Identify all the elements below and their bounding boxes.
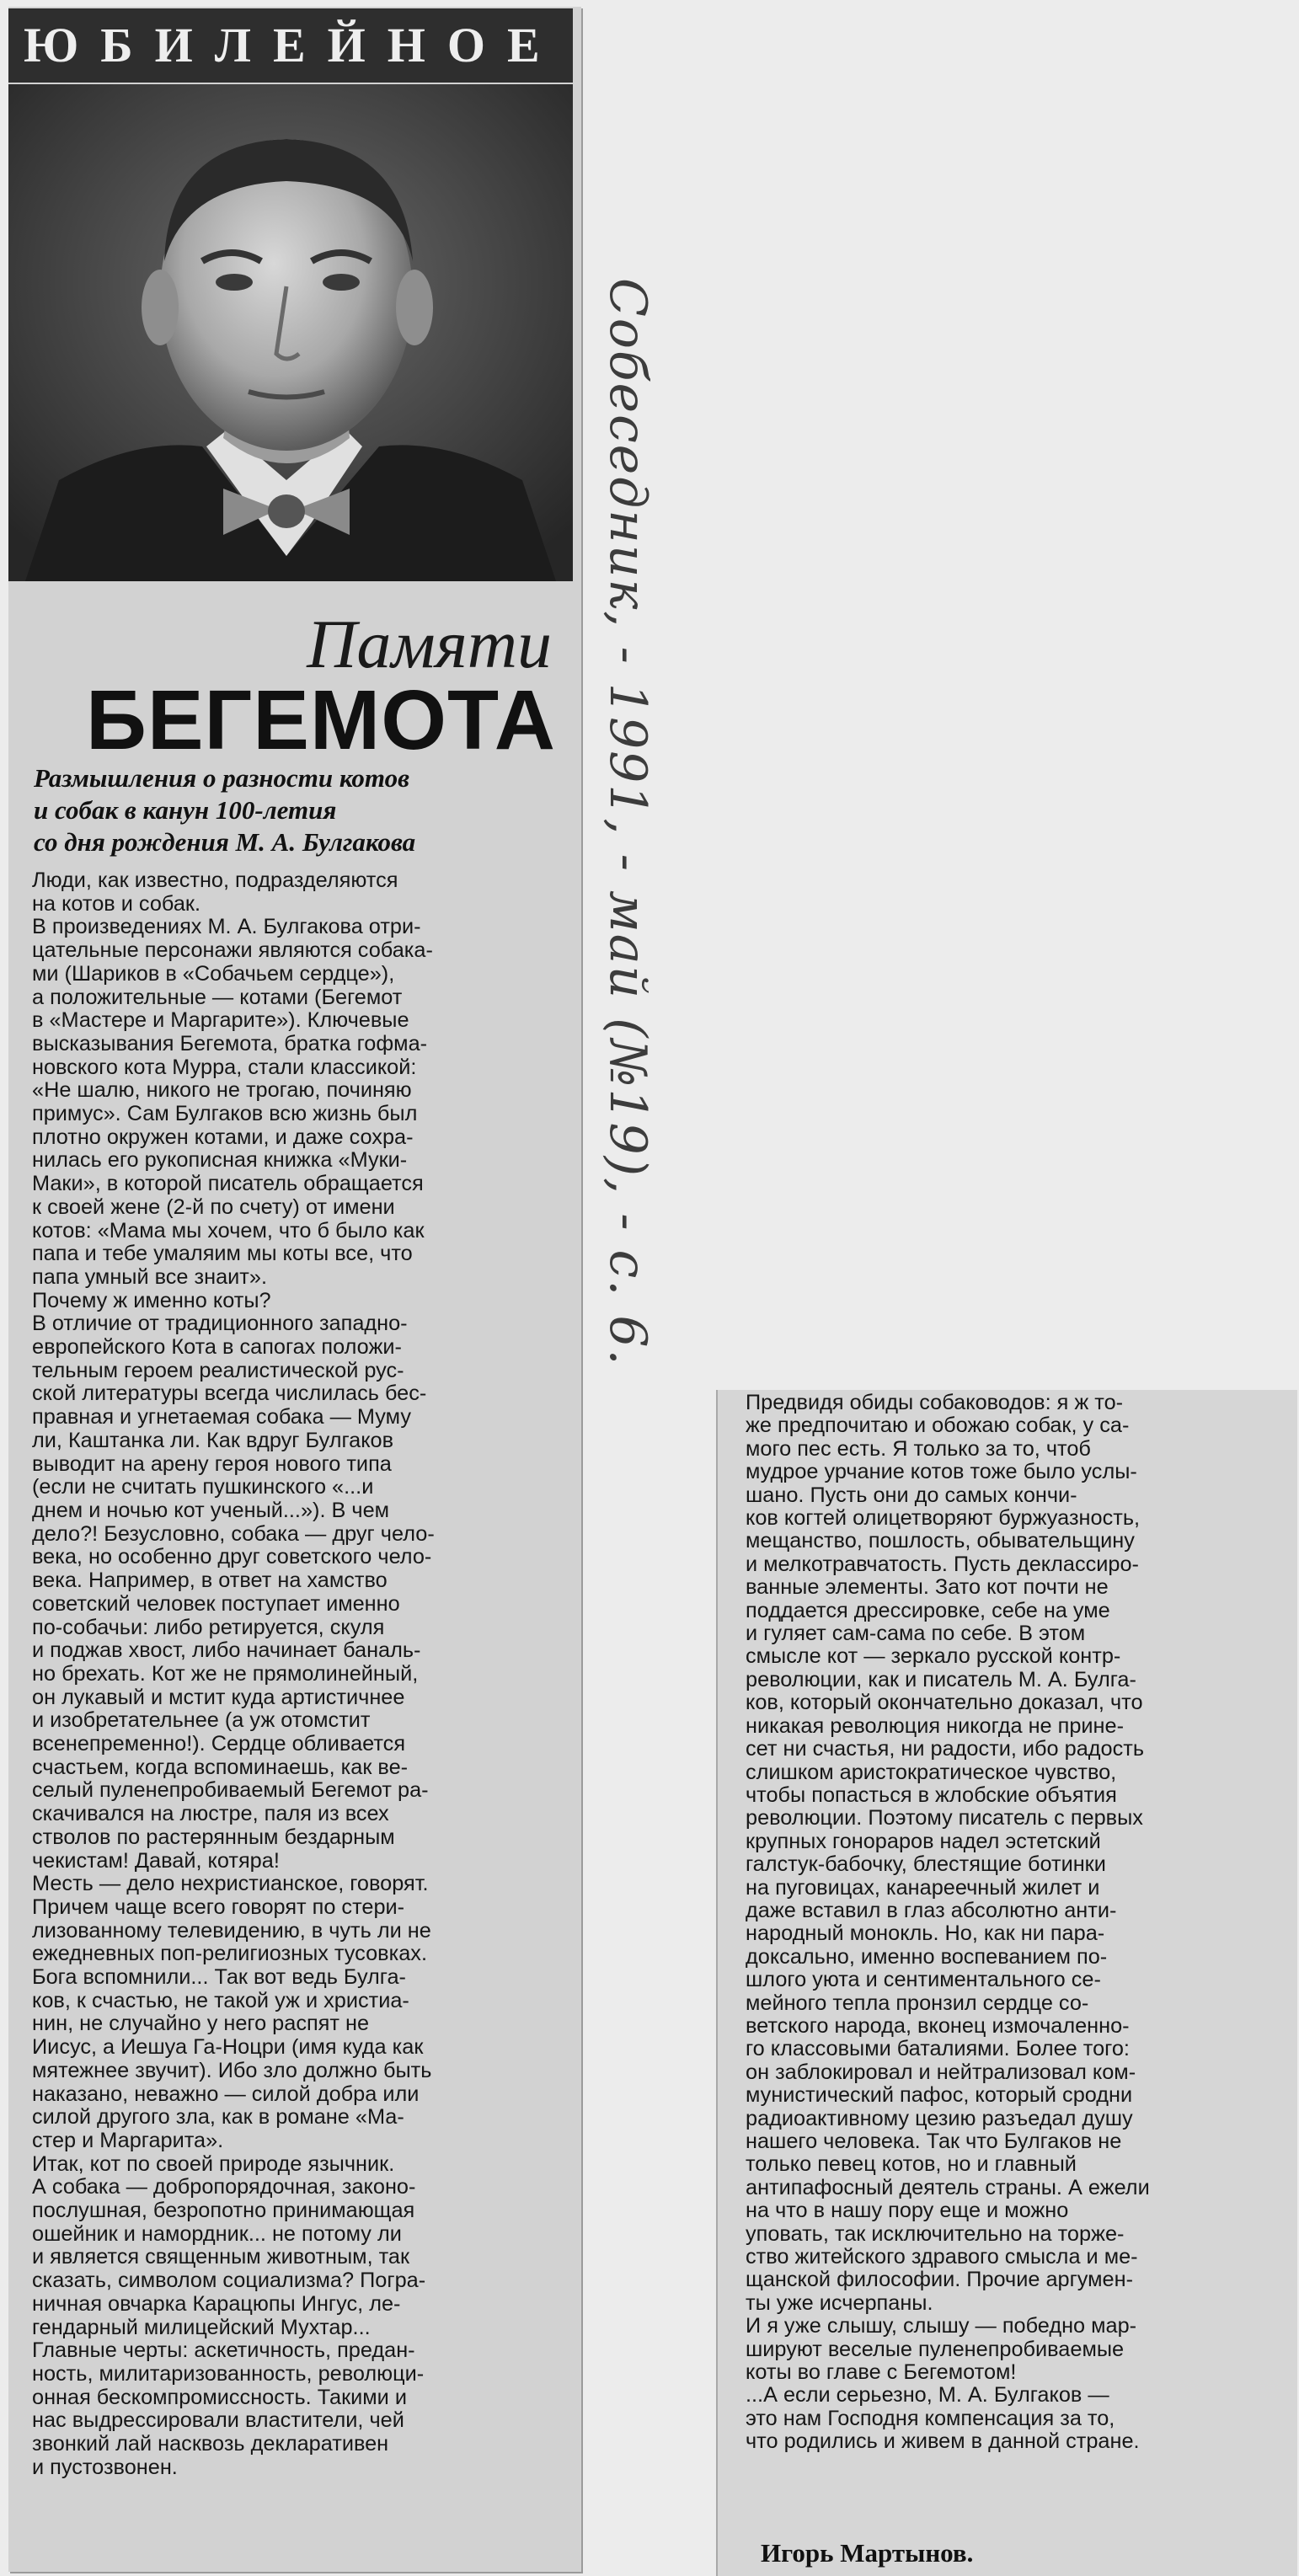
text-line: мейного тепла пронзил сердце со- <box>746 1991 1089 2015</box>
text-line: ...А если серьезно, М. А. Булгаков — <box>746 2384 1109 2408</box>
text-line: ков, который окончательно доказал, что <box>746 1692 1143 1715</box>
text-line: нилась его рукописная книжка «Муки- <box>32 1149 408 1173</box>
text-line: сказать, символом социализма? Погра- <box>32 2269 426 2293</box>
text-line: ской литературы всегда числилась бес- <box>32 1382 427 1406</box>
text-line: коты во главе с Бегемотом! <box>746 2361 1017 2385</box>
text-line: щанской философии. Прочие аргумен- <box>746 2269 1134 2292</box>
text-line: примус». Сам Булгаков всю жизнь был <box>32 1103 418 1126</box>
text-line: народный монокль. Но, как ни пара- <box>746 1922 1105 1946</box>
text-line: мятежнее звучит). Ибо зло должно быть <box>32 2059 432 2082</box>
text-line: Итак, кот по своей природе язычник. <box>32 2152 395 2176</box>
text-line: Месть — дело нехристианское, говорят. <box>32 1873 429 1896</box>
text-line: плотно окружен котами, и даже сохра- <box>32 1125 414 1149</box>
text-line: Маки», в которой писатель обращается <box>32 1173 424 1196</box>
text-line: чекистам! Давай, котяра! <box>32 1849 280 1873</box>
text-line: ежедневных поп-религиозных тусовках. <box>32 1943 427 1966</box>
text-line: наказано, неважно — силой добра или <box>32 2082 420 2106</box>
text-line: и мелкотравчатость. Пусть деклассиро- <box>746 1553 1139 1576</box>
text-line: послушная, безропотно принимающая <box>32 2199 415 2223</box>
text-line: он лукавый и мстит куда артистичнее <box>32 1686 405 1709</box>
text-line: лизованному телевидению, в чуть ли не <box>32 1919 431 1943</box>
text-line: гендарный милицейский Мухтар... <box>32 2316 371 2339</box>
text-line: века, но особенно друг советского чело- <box>32 1546 432 1569</box>
text-line: выводит на арену героя нового типа <box>32 1452 392 1476</box>
text-line: революции. Поэтому писатель с первых <box>746 1807 1143 1830</box>
text-line: это нам Господня компенсация за то, <box>746 2407 1115 2430</box>
subheadline <box>34 762 573 858</box>
text-line: го классовыми баталиями. Более того: <box>746 2038 1130 2061</box>
text-line: и гуляет сам-сама по себе. В этом <box>746 1622 1086 1646</box>
text-line: ванные элементы. Зато кот почти не <box>746 1576 1109 1600</box>
text-line: звонкий лай насквозь декларативен <box>32 2433 389 2456</box>
text-line: он заблокировал и нейтрализовал ком- <box>746 2060 1136 2084</box>
subheadline-line: со дня рождения М. А. Булгакова <box>34 827 416 857</box>
text-line: Предвидя обиды собаководов: я ж то- <box>746 1392 1124 1414</box>
text-line: ков, к счастью, не такой уж и христиа- <box>32 1989 409 2012</box>
rubric-header: ЮБИЛЕЙНОЕ <box>8 8 573 83</box>
text-line: В отличие от традиционного западно- <box>32 1312 408 1336</box>
text-line: к своей жене (2-й по счету) от имени <box>32 1195 395 1219</box>
text-line: высказывания Бегемота, братка гофма- <box>32 1032 428 1056</box>
text-line: А собака — добропорядочная, законо- <box>32 2176 416 2199</box>
text-line: «Не шалю, никого не трогаю, починяю <box>32 1079 412 1103</box>
text-line: же предпочитаю и обожаю собак, у са- <box>746 1414 1130 1438</box>
text-line: мого пес есть. Я только за то, чтоб <box>746 1437 1091 1461</box>
text-line: стер и Маргарита». <box>32 2129 224 2152</box>
text-line: Бога вспомнили... Так вот ведь Булга- <box>32 1966 406 1990</box>
author-signature: Игорь Мартынов. <box>761 2538 974 2568</box>
text-line: на что в нашу пору еще и можно <box>746 2199 1069 2223</box>
text-line: Иисус, а Иешуа Га-Ноцри (имя куда как <box>32 2036 424 2060</box>
text-line: ветского народа, вконец измочаленно- <box>746 2014 1130 2038</box>
article-column-left <box>32 869 569 2480</box>
text-line: нас выдрессировали властители, чей <box>32 2409 404 2433</box>
text-line: и поджав хвост, либо начинает баналь- <box>32 1639 421 1663</box>
text-line: шлого уюта и сентиментального се- <box>746 1969 1101 1992</box>
handwritten-citation <box>590 253 666 1367</box>
text-line: селый пуленепробиваемый Бегемот ра- <box>32 1779 429 1803</box>
text-line: ты уже исчерпаны. <box>746 2291 933 2315</box>
text-line: уповать, так исключительно на торже- <box>746 2222 1125 2246</box>
text-line: ми (Шариков в «Собачьем сердце»), <box>32 962 395 986</box>
handwritten-citation-text: Собеседник, - 1991, - май (№19), - с. 6. <box>598 278 657 1367</box>
text-line: Почему ж именно коты? <box>32 1289 271 1312</box>
text-line: по-собачьи: либо ретируется, скуля <box>32 1616 385 1639</box>
article-column-right <box>746 1392 1297 2454</box>
text-line: счастьем, когда вспоминаешь, как ве- <box>32 1756 409 1779</box>
text-line: Главные черты: аскетичность, предан- <box>32 2339 415 2363</box>
text-line: крупных гонораров надел эстетский <box>746 1830 1101 1853</box>
text-line: ли, Каштанка ли. Как вдруг Булгаков <box>32 1429 394 1452</box>
text-line: силой другого зла, как в романе «Ма- <box>32 2106 404 2130</box>
text-line: Причем чаще всего говорят по стери- <box>32 1895 405 1919</box>
text-line: папа и тебе умаляим мы коты все, что <box>32 1243 413 1266</box>
text-line: мудрое урчание котов тоже было услы- <box>746 1461 1137 1484</box>
text-line: мещанство, пошлость, обывательщину <box>746 1530 1135 1553</box>
subheadline-line: и собак в канун 100-летия <box>34 795 337 825</box>
text-line: стволов по растерянным бездарным <box>32 1825 395 1849</box>
text-line: ничная овчарка Карацюпы Ингус, ле- <box>32 2292 401 2316</box>
text-line: сет ни счастья, ни радости, ибо радость <box>746 1738 1145 1761</box>
text-line: никакая революция никогда не прине- <box>746 1714 1124 1738</box>
text-line: И я уже слышу, слышу — победно мар- <box>746 2315 1137 2338</box>
text-line: и изобретательнее (а уж отомстит <box>32 1709 371 1733</box>
text-line: новского кота Мурра, стали классикой: <box>32 1056 417 1079</box>
text-line: правная и угнетаемая собака — Муму <box>32 1406 411 1430</box>
text-line: ность, милитаризованность, революци- <box>32 2363 425 2386</box>
text-line: только певец котов, но и главный <box>746 2153 1077 2177</box>
text-line: ошейник и намордник... не потому ли <box>32 2222 402 2246</box>
text-line: даже вставил в глаз абсолютно анти- <box>746 1899 1117 1922</box>
text-line: (если не считать пушкинского «...и <box>32 1476 374 1499</box>
text-line: слишком аристократическое чувство, <box>746 1761 1117 1784</box>
text-line: галстук-бабочку, блестящие ботинки <box>746 1853 1106 1877</box>
text-line: что родились и живем в данной стране. <box>746 2430 1140 2454</box>
author-portrait <box>8 84 573 581</box>
text-line: ков когтей олицетворяют буржуазность, <box>746 1507 1141 1531</box>
portrait-image <box>8 84 573 581</box>
text-line: и пустозвонен. <box>32 2456 178 2479</box>
text-line: шируют веселые пуленепробиваемые <box>746 2338 1125 2361</box>
text-line: доксально, именно воспеванием по- <box>746 1945 1108 1969</box>
text-line: поддается дрессировке, себе на уме <box>746 1599 1110 1622</box>
text-line: всенепременно!). Сердце обливается <box>32 1733 406 1756</box>
text-line: Люди, как известно, подразделяются <box>32 869 398 892</box>
text-line: антипафосный деятель страны. А ежели <box>746 2176 1150 2199</box>
text-line: революции, как и писатель М. А. Булга- <box>746 1668 1136 1692</box>
text-line: тельным героем реалистической рус- <box>32 1359 404 1382</box>
text-line: чтобы попасться в жлобские объятия <box>746 1783 1117 1807</box>
text-line: дело?! Безусловно, собака — друг чело- <box>32 1522 435 1546</box>
text-line: цательные персонажи являются собака- <box>32 939 433 963</box>
text-line: в «Мастере и Маргарите»). Ключевые <box>32 1009 409 1033</box>
text-line: шано. Пусть они до самых кончи- <box>746 1483 1077 1507</box>
text-line: нашего человека. Так что Булгаков не <box>746 2130 1122 2153</box>
text-line: ство житейского здравого смысла и ме- <box>746 2246 1138 2269</box>
text-line: радиоактивному цезию разъедал душу <box>746 2107 1133 2130</box>
subheadline-line: Размышления о разности котов <box>34 763 409 793</box>
text-line: котов: «Мама мы хочем, что б было как <box>32 1219 425 1243</box>
text-line: нин, не случайно у него распят не <box>32 2012 370 2036</box>
text-line: а положительные — котами (Бегемот <box>32 986 403 1009</box>
text-line: мунистический пафос, который сродни <box>746 2084 1133 2108</box>
text-line: но брехать. Кот же не прямолинейный, <box>32 1662 419 1686</box>
text-line: на котов и собак. <box>32 892 201 916</box>
text-line: смысле кот — зеркало русской контр- <box>746 1645 1121 1669</box>
text-line: и является священным животным, так <box>32 2246 410 2269</box>
headline-main: БЕГЕМОТА <box>85 673 556 767</box>
text-line: В произведениях М. А. Булгакова отри- <box>32 916 421 939</box>
text-line: онная бескомпромиссность. Такими и <box>32 2386 407 2409</box>
text-line: днем и ночью кот ученый...»). В чем <box>32 1499 390 1522</box>
text-line: века. Например, в ответ на хамство <box>32 1569 388 1593</box>
text-line: скачивался на люстре, паля из всех <box>32 1803 389 1826</box>
text-line: папа умный все знаит». <box>32 1265 267 1289</box>
text-line: на пуговицах, канареечный жилет и <box>746 1876 1100 1900</box>
headline-italic: Памяти <box>307 606 552 682</box>
text-line: европейского Кота в сапогах положи- <box>32 1336 402 1360</box>
text-line: советский человек поступает именно <box>32 1592 400 1616</box>
